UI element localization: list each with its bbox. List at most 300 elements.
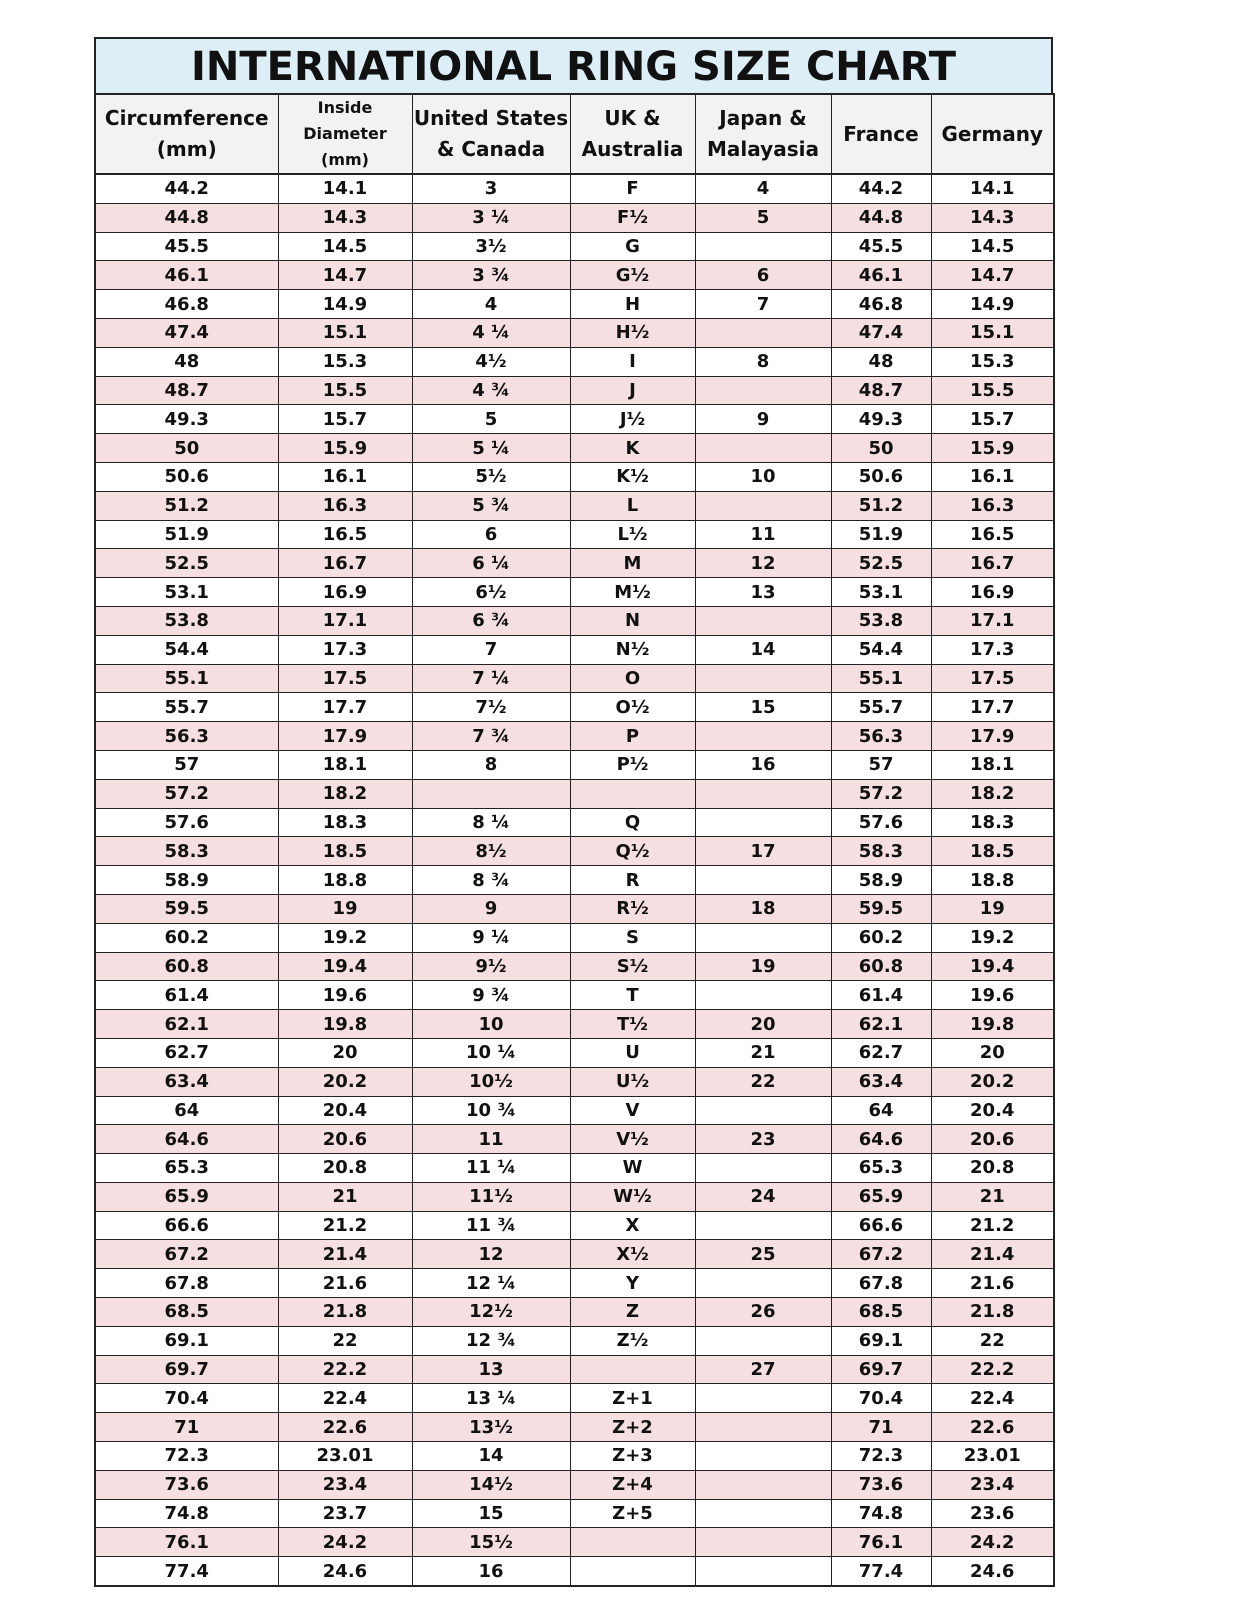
cell-inside-diameter: 18.5	[278, 837, 412, 866]
cell-us-canada: 7 ¾	[412, 722, 570, 751]
cell-france: 48	[831, 347, 931, 376]
cell-japan-malayasia	[695, 1470, 831, 1499]
cell-uk-australia: I	[570, 347, 695, 376]
cell-japan-malayasia: 27	[695, 1355, 831, 1384]
cell-circumference: 61.4	[95, 981, 278, 1010]
cell-inside-diameter: 20.4	[278, 1096, 412, 1125]
cell-germany: 21.4	[931, 1240, 1054, 1269]
cell-uk-australia: P	[570, 722, 695, 751]
cell-uk-australia: V½	[570, 1125, 695, 1154]
table-row	[95, 1298, 1054, 1327]
cell-inside-diameter: 15.3	[278, 347, 412, 376]
cell-uk-australia: R	[570, 866, 695, 895]
cell-france: 51.2	[831, 491, 931, 520]
header-japan-malayasia: Japan & Malayasia	[695, 94, 831, 174]
cell-germany: 17.9	[931, 722, 1054, 751]
cell-us-canada: 9	[412, 894, 570, 923]
cell-japan-malayasia: 9	[695, 405, 831, 434]
table-row	[95, 808, 1054, 837]
cell-circumference: 60.8	[95, 952, 278, 981]
cell-france: 59.5	[831, 894, 931, 923]
cell-circumference: 67.2	[95, 1240, 278, 1269]
cell-inside-diameter: 21.4	[278, 1240, 412, 1269]
cell-circumference: 62.7	[95, 1038, 278, 1067]
cell-japan-malayasia	[695, 664, 831, 693]
cell-circumference: 69.7	[95, 1355, 278, 1384]
cell-japan-malayasia	[695, 434, 831, 463]
cell-germany: 23.6	[931, 1499, 1054, 1528]
cell-france: 67.8	[831, 1269, 931, 1298]
table-row	[95, 635, 1054, 664]
header-inside-diameter: Inside Diameter (mm)	[278, 94, 412, 174]
cell-france: 44.8	[831, 203, 931, 232]
cell-germany: 22.2	[931, 1355, 1054, 1384]
table-row	[95, 1010, 1054, 1039]
cell-uk-australia: W	[570, 1154, 695, 1183]
table-row	[95, 1470, 1054, 1499]
cell-us-canada: 6 ¼	[412, 549, 570, 578]
cell-uk-australia: Z½	[570, 1326, 695, 1355]
cell-inside-diameter: 24.6	[278, 1557, 412, 1586]
cell-circumference: 44.2	[95, 174, 278, 203]
cell-circumference: 63.4	[95, 1067, 278, 1096]
cell-inside-diameter: 16.3	[278, 491, 412, 520]
table-row	[95, 1326, 1054, 1355]
cell-us-canada: 8 ¾	[412, 866, 570, 895]
cell-france: 56.3	[831, 722, 931, 751]
cell-japan-malayasia: 13	[695, 578, 831, 607]
cell-france: 70.4	[831, 1384, 931, 1413]
cell-japan-malayasia	[695, 1211, 831, 1240]
cell-inside-diameter: 20.2	[278, 1067, 412, 1096]
cell-germany: 24.6	[931, 1557, 1054, 1586]
cell-germany: 16.9	[931, 578, 1054, 607]
cell-inside-diameter: 23.01	[278, 1442, 412, 1471]
cell-circumference: 76.1	[95, 1528, 278, 1557]
cell-uk-australia: L	[570, 491, 695, 520]
cell-france: 76.1	[831, 1528, 931, 1557]
cell-japan-malayasia	[695, 606, 831, 635]
table-row	[95, 405, 1054, 434]
cell-germany: 15.3	[931, 347, 1054, 376]
cell-us-canada: 5½	[412, 462, 570, 491]
cell-uk-australia: P½	[570, 750, 695, 779]
cell-france: 67.2	[831, 1240, 931, 1269]
cell-us-canada: 8	[412, 750, 570, 779]
cell-us-canada: 12 ¼	[412, 1269, 570, 1298]
cell-us-canada: 9 ¼	[412, 923, 570, 952]
cell-germany: 22.6	[931, 1413, 1054, 1442]
cell-us-canada: 9 ¾	[412, 981, 570, 1010]
cell-circumference: 70.4	[95, 1384, 278, 1413]
cell-france: 73.6	[831, 1470, 931, 1499]
cell-germany: 20.4	[931, 1096, 1054, 1125]
cell-circumference: 51.2	[95, 491, 278, 520]
cell-uk-australia: O	[570, 664, 695, 693]
cell-uk-australia: K½	[570, 462, 695, 491]
cell-us-canada: 11½	[412, 1182, 570, 1211]
cell-france: 62.1	[831, 1010, 931, 1039]
cell-germany: 14.1	[931, 174, 1054, 203]
cell-uk-australia: R½	[570, 894, 695, 923]
cell-germany: 19	[931, 894, 1054, 923]
cell-japan-malayasia	[695, 1384, 831, 1413]
cell-us-canada: 14½	[412, 1470, 570, 1499]
cell-circumference: 47.4	[95, 318, 278, 347]
cell-japan-malayasia: 8	[695, 347, 831, 376]
cell-circumference: 44.8	[95, 203, 278, 232]
cell-us-canada: 4½	[412, 347, 570, 376]
table-row	[95, 174, 1054, 203]
cell-japan-malayasia	[695, 1528, 831, 1557]
cell-japan-malayasia	[695, 376, 831, 405]
cell-germany: 19.6	[931, 981, 1054, 1010]
cell-japan-malayasia	[695, 722, 831, 751]
cell-japan-malayasia: 10	[695, 462, 831, 491]
cell-france: 54.4	[831, 635, 931, 664]
cell-us-canada: 7 ¼	[412, 664, 570, 693]
cell-germany: 17.7	[931, 693, 1054, 722]
table-row	[95, 866, 1054, 895]
cell-inside-diameter: 17.1	[278, 606, 412, 635]
cell-uk-australia	[570, 1557, 695, 1586]
table-row	[95, 606, 1054, 635]
cell-germany: 14.5	[931, 232, 1054, 261]
cell-us-canada	[412, 779, 570, 808]
cell-japan-malayasia: 15	[695, 693, 831, 722]
table-row	[95, 434, 1054, 463]
cell-germany: 18.8	[931, 866, 1054, 895]
cell-inside-diameter: 24.2	[278, 1528, 412, 1557]
chart-title: INTERNATIONAL RING SIZE CHART	[94, 37, 1053, 93]
cell-japan-malayasia: 5	[695, 203, 831, 232]
cell-germany: 17.3	[931, 635, 1054, 664]
cell-us-canada: 11 ¾	[412, 1211, 570, 1240]
cell-germany: 16.1	[931, 462, 1054, 491]
cell-uk-australia: U	[570, 1038, 695, 1067]
table-row	[95, 1096, 1054, 1125]
cell-circumference: 50	[95, 434, 278, 463]
header-us-canada: United States & Canada	[412, 94, 570, 174]
cell-germany: 20	[931, 1038, 1054, 1067]
cell-france: 63.4	[831, 1067, 931, 1096]
cell-germany: 15.5	[931, 376, 1054, 405]
table-row	[95, 549, 1054, 578]
cell-uk-australia	[570, 779, 695, 808]
cell-germany: 19.4	[931, 952, 1054, 981]
cell-us-canada: 3½	[412, 232, 570, 261]
cell-inside-diameter: 16.5	[278, 520, 412, 549]
cell-circumference: 66.6	[95, 1211, 278, 1240]
cell-inside-diameter: 18.8	[278, 866, 412, 895]
cell-uk-australia: N½	[570, 635, 695, 664]
cell-france: 51.9	[831, 520, 931, 549]
cell-japan-malayasia	[695, 491, 831, 520]
cell-germany: 21.8	[931, 1298, 1054, 1327]
cell-us-canada: 6½	[412, 578, 570, 607]
cell-uk-australia: Z+5	[570, 1499, 695, 1528]
cell-us-canada: 10½	[412, 1067, 570, 1096]
cell-france: 50.6	[831, 462, 931, 491]
cell-germany: 14.3	[931, 203, 1054, 232]
cell-us-canada: 5 ¼	[412, 434, 570, 463]
cell-france: 64	[831, 1096, 931, 1125]
cell-france: 46.8	[831, 290, 931, 319]
cell-france: 61.4	[831, 981, 931, 1010]
cell-inside-diameter: 19	[278, 894, 412, 923]
cell-japan-malayasia: 23	[695, 1125, 831, 1154]
cell-circumference: 77.4	[95, 1557, 278, 1586]
cell-uk-australia: S	[570, 923, 695, 952]
cell-france: 55.1	[831, 664, 931, 693]
cell-circumference: 58.3	[95, 837, 278, 866]
cell-japan-malayasia	[695, 1096, 831, 1125]
cell-germany: 14.9	[931, 290, 1054, 319]
table-row	[95, 318, 1054, 347]
cell-inside-diameter: 22	[278, 1326, 412, 1355]
table-row	[95, 1067, 1054, 1096]
cell-circumference: 55.7	[95, 693, 278, 722]
cell-circumference: 50.6	[95, 462, 278, 491]
table-row	[95, 750, 1054, 779]
cell-france: 52.5	[831, 549, 931, 578]
cell-germany: 16.5	[931, 520, 1054, 549]
cell-france: 72.3	[831, 1442, 931, 1471]
cell-uk-australia: M½	[570, 578, 695, 607]
cell-us-canada: 13½	[412, 1413, 570, 1442]
cell-japan-malayasia: 4	[695, 174, 831, 203]
cell-uk-australia: W½	[570, 1182, 695, 1211]
cell-circumference: 46.1	[95, 261, 278, 290]
cell-circumference: 57	[95, 750, 278, 779]
table-row	[95, 664, 1054, 693]
cell-france: 65.3	[831, 1154, 931, 1183]
cell-us-canada: 11	[412, 1125, 570, 1154]
table-row	[95, 779, 1054, 808]
cell-circumference: 46.8	[95, 290, 278, 319]
cell-uk-australia: M	[570, 549, 695, 578]
cell-inside-diameter: 19.2	[278, 923, 412, 952]
cell-inside-diameter: 18.2	[278, 779, 412, 808]
cell-inside-diameter: 23.4	[278, 1470, 412, 1499]
cell-germany: 15.9	[931, 434, 1054, 463]
cell-germany: 19.8	[931, 1010, 1054, 1039]
cell-japan-malayasia: 17	[695, 837, 831, 866]
cell-japan-malayasia: 19	[695, 952, 831, 981]
cell-france: 65.9	[831, 1182, 931, 1211]
cell-inside-diameter: 14.1	[278, 174, 412, 203]
cell-japan-malayasia	[695, 232, 831, 261]
cell-uk-australia	[570, 1355, 695, 1384]
cell-france: 45.5	[831, 232, 931, 261]
cell-uk-australia: X	[570, 1211, 695, 1240]
cell-circumference: 49.3	[95, 405, 278, 434]
cell-us-canada: 10 ¼	[412, 1038, 570, 1067]
cell-japan-malayasia	[695, 1413, 831, 1442]
cell-circumference: 69.1	[95, 1326, 278, 1355]
cell-japan-malayasia: 25	[695, 1240, 831, 1269]
cell-uk-australia: J½	[570, 405, 695, 434]
table-row	[95, 894, 1054, 923]
cell-france: 46.1	[831, 261, 931, 290]
cell-us-canada: 14	[412, 1442, 570, 1471]
cell-uk-australia: T½	[570, 1010, 695, 1039]
cell-japan-malayasia: 26	[695, 1298, 831, 1327]
table-row	[95, 491, 1054, 520]
cell-france: 64.6	[831, 1125, 931, 1154]
cell-uk-australia: G	[570, 232, 695, 261]
cell-france: 71	[831, 1413, 931, 1442]
cell-inside-diameter: 21.8	[278, 1298, 412, 1327]
cell-japan-malayasia	[695, 923, 831, 952]
cell-france: 48.7	[831, 376, 931, 405]
cell-uk-australia: L½	[570, 520, 695, 549]
cell-us-canada: 7½	[412, 693, 570, 722]
cell-circumference: 74.8	[95, 1499, 278, 1528]
cell-japan-malayasia	[695, 866, 831, 895]
cell-inside-diameter: 21	[278, 1182, 412, 1211]
cell-uk-australia: Z	[570, 1298, 695, 1327]
cell-germany: 15.7	[931, 405, 1054, 434]
cell-inside-diameter: 14.9	[278, 290, 412, 319]
cell-germany: 16.3	[931, 491, 1054, 520]
table-row	[95, 1125, 1054, 1154]
cell-us-canada: 3	[412, 174, 570, 203]
cell-germany: 20.8	[931, 1154, 1054, 1183]
cell-japan-malayasia: 7	[695, 290, 831, 319]
cell-france: 62.7	[831, 1038, 931, 1067]
table-row	[95, 1499, 1054, 1528]
cell-germany: 19.2	[931, 923, 1054, 952]
cell-uk-australia: S½	[570, 952, 695, 981]
cell-us-canada: 5	[412, 405, 570, 434]
cell-uk-australia: V	[570, 1096, 695, 1125]
cell-inside-diameter: 20.8	[278, 1154, 412, 1183]
cell-germany: 18.5	[931, 837, 1054, 866]
table-row	[95, 923, 1054, 952]
cell-circumference: 48.7	[95, 376, 278, 405]
cell-circumference: 54.4	[95, 635, 278, 664]
cell-france: 68.5	[831, 1298, 931, 1327]
cell-us-canada: 3 ¾	[412, 261, 570, 290]
table-row	[95, 1240, 1054, 1269]
cell-france: 69.7	[831, 1355, 931, 1384]
table-row	[95, 520, 1054, 549]
cell-japan-malayasia: 6	[695, 261, 831, 290]
cell-us-canada: 4	[412, 290, 570, 319]
table-row	[95, 1528, 1054, 1557]
cell-japan-malayasia: 22	[695, 1067, 831, 1096]
cell-inside-diameter: 18.1	[278, 750, 412, 779]
cell-us-canada: 8 ¼	[412, 808, 570, 837]
cell-circumference: 51.9	[95, 520, 278, 549]
cell-uk-australia: H	[570, 290, 695, 319]
cell-circumference: 59.5	[95, 894, 278, 923]
cell-us-canada: 15	[412, 1499, 570, 1528]
cell-germany: 21.2	[931, 1211, 1054, 1240]
cell-japan-malayasia	[695, 318, 831, 347]
cell-us-canada: 9½	[412, 952, 570, 981]
cell-inside-diameter: 16.7	[278, 549, 412, 578]
cell-us-canada: 15½	[412, 1528, 570, 1557]
cell-circumference: 68.5	[95, 1298, 278, 1327]
cell-japan-malayasia: 14	[695, 635, 831, 664]
table-row	[95, 261, 1054, 290]
cell-japan-malayasia: 16	[695, 750, 831, 779]
cell-us-canada: 12½	[412, 1298, 570, 1327]
cell-inside-diameter: 21.6	[278, 1269, 412, 1298]
cell-germany: 21	[931, 1182, 1054, 1211]
cell-us-canada: 13 ¼	[412, 1384, 570, 1413]
cell-japan-malayasia: 18	[695, 894, 831, 923]
cell-inside-diameter: 14.7	[278, 261, 412, 290]
ring-size-chart	[94, 37, 1053, 1587]
cell-us-canada: 10	[412, 1010, 570, 1039]
table-row	[95, 232, 1054, 261]
cell-circumference: 56.3	[95, 722, 278, 751]
cell-france: 57.2	[831, 779, 931, 808]
cell-circumference: 57.2	[95, 779, 278, 808]
cell-circumference: 53.1	[95, 578, 278, 607]
cell-inside-diameter: 23.7	[278, 1499, 412, 1528]
cell-circumference: 71	[95, 1413, 278, 1442]
cell-germany: 15.1	[931, 318, 1054, 347]
cell-uk-australia: K	[570, 434, 695, 463]
cell-inside-diameter: 17.3	[278, 635, 412, 664]
cell-germany: 14.7	[931, 261, 1054, 290]
cell-france: 50	[831, 434, 931, 463]
cell-japan-malayasia	[695, 808, 831, 837]
cell-circumference: 73.6	[95, 1470, 278, 1499]
cell-us-canada: 6 ¾	[412, 606, 570, 635]
cell-uk-australia: Z+3	[570, 1442, 695, 1471]
table-row	[95, 981, 1054, 1010]
cell-circumference: 62.1	[95, 1010, 278, 1039]
header-france: France	[831, 94, 931, 174]
cell-uk-australia: X½	[570, 1240, 695, 1269]
table-body	[95, 174, 1054, 1586]
cell-inside-diameter: 15.7	[278, 405, 412, 434]
cell-japan-malayasia	[695, 1326, 831, 1355]
cell-japan-malayasia	[695, 1499, 831, 1528]
cell-japan-malayasia	[695, 1269, 831, 1298]
table-row	[95, 376, 1054, 405]
cell-inside-diameter: 19.4	[278, 952, 412, 981]
cell-france: 74.8	[831, 1499, 931, 1528]
cell-inside-diameter: 20.6	[278, 1125, 412, 1154]
cell-circumference: 58.9	[95, 866, 278, 895]
cell-us-canada: 6	[412, 520, 570, 549]
cell-germany: 20.6	[931, 1125, 1054, 1154]
table-row	[95, 837, 1054, 866]
cell-circumference: 64	[95, 1096, 278, 1125]
table-row	[95, 952, 1054, 981]
cell-japan-malayasia	[695, 981, 831, 1010]
table-row	[95, 1557, 1054, 1586]
cell-germany: 21.6	[931, 1269, 1054, 1298]
cell-inside-diameter: 19.6	[278, 981, 412, 1010]
cell-france: 60.2	[831, 923, 931, 952]
cell-uk-australia: H½	[570, 318, 695, 347]
cell-inside-diameter: 15.9	[278, 434, 412, 463]
cell-japan-malayasia	[695, 1557, 831, 1586]
cell-uk-australia: G½	[570, 261, 695, 290]
cell-inside-diameter: 22.2	[278, 1355, 412, 1384]
cell-inside-diameter: 17.5	[278, 664, 412, 693]
cell-inside-diameter: 19.8	[278, 1010, 412, 1039]
cell-france: 57	[831, 750, 931, 779]
cell-inside-diameter: 15.1	[278, 318, 412, 347]
